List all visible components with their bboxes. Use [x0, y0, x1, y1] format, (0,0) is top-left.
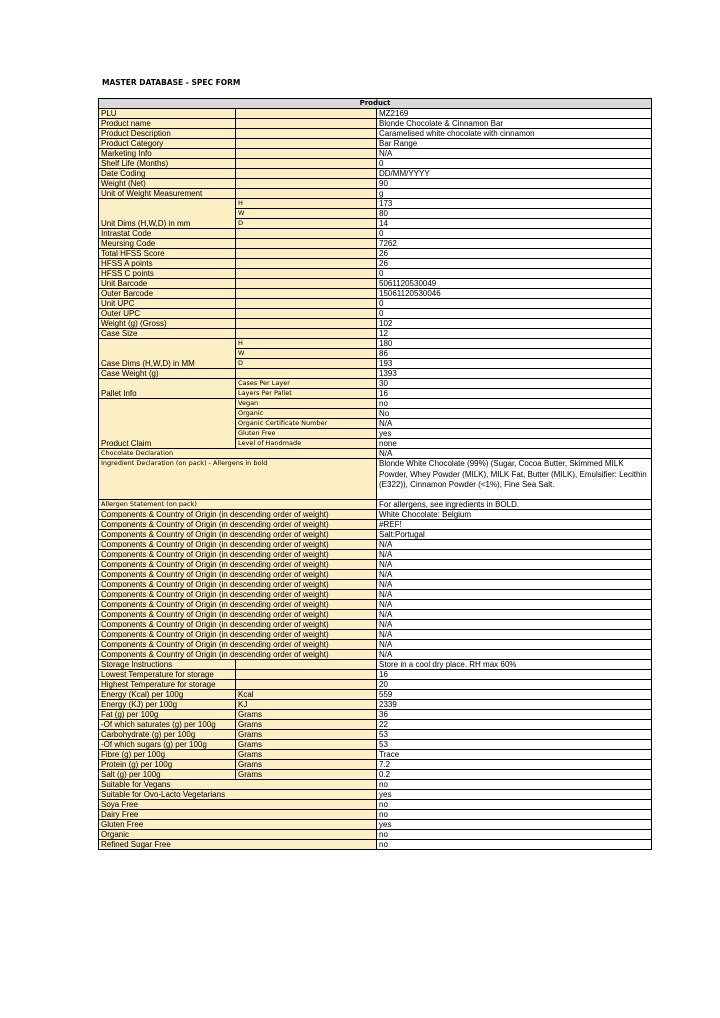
field-label: Unit of Weight Measurement	[99, 189, 236, 199]
field-value: yes	[377, 820, 652, 830]
field-label: Protein (g) per 100g	[99, 760, 236, 770]
field-value: 0	[377, 229, 652, 239]
field-unit	[236, 259, 377, 269]
table-row	[99, 740, 652, 750]
field-unit	[236, 249, 377, 259]
field-sublabel: D	[236, 219, 377, 229]
component-value: N/A	[377, 620, 652, 630]
field-label: Product Category	[99, 139, 236, 149]
table-row	[99, 189, 652, 199]
table-row	[99, 289, 652, 299]
field-value: 36	[377, 710, 652, 720]
field-unit	[236, 169, 377, 179]
table-row	[99, 449, 652, 459]
component-label: Components & Country of Origin (in descending order of weight)	[99, 590, 377, 600]
ingredient-row	[99, 459, 652, 500]
field-value: N/A	[377, 419, 652, 429]
field-unit	[236, 139, 377, 149]
field-label: Intrastat Code	[99, 229, 236, 239]
field-value: 26	[377, 259, 652, 269]
field-value: 173	[377, 199, 652, 209]
component-row	[99, 530, 652, 540]
field-value: 30	[377, 379, 652, 389]
field-label: Marketing Info	[99, 149, 236, 159]
table-row	[99, 239, 652, 249]
group-label: Pallet Info	[99, 379, 236, 399]
field-label: -Of which saturates (g) per 100g	[99, 720, 236, 730]
field-unit	[236, 680, 377, 690]
component-row	[99, 540, 652, 550]
component-row	[99, 590, 652, 600]
field-value: 14	[377, 219, 652, 229]
field-label: Shelf Life (Months)	[99, 159, 236, 169]
table-row	[99, 279, 652, 289]
field-value: 12	[377, 329, 652, 339]
component-label: Components & Country of Origin (in descending order of weight)	[99, 650, 377, 660]
table-row	[99, 840, 652, 850]
field-label: Case Size	[99, 329, 236, 339]
component-value: N/A	[377, 540, 652, 550]
table-row	[99, 309, 652, 319]
field-value: 0	[377, 269, 652, 279]
table-row	[99, 229, 652, 239]
field-value: 0.2	[377, 770, 652, 780]
field-unit	[236, 670, 377, 680]
field-value: 16	[377, 389, 652, 399]
table-row	[99, 800, 652, 810]
table-row	[99, 660, 652, 670]
field-unit: Grams	[236, 740, 377, 750]
component-label: Components & Country of Origin (in descending order of weight)	[99, 600, 377, 610]
table-row	[99, 199, 652, 209]
field-unit	[236, 129, 377, 139]
field-label: Suitable for Vegans	[99, 780, 377, 790]
table-row	[99, 770, 652, 780]
field-label: Organic	[99, 830, 377, 840]
field-value: no	[377, 800, 652, 810]
component-value: White Chocolate: Belgium	[377, 510, 652, 520]
field-value: Caramelised white chocolate with cinnamon	[377, 129, 652, 139]
field-unit	[236, 159, 377, 169]
field-unit	[236, 319, 377, 329]
field-unit	[236, 189, 377, 199]
table-row	[99, 259, 652, 269]
field-value: no	[377, 399, 652, 409]
field-sublabel: Level of Handmade	[236, 439, 377, 449]
component-value: N/A	[377, 640, 652, 650]
field-value: 559	[377, 690, 652, 700]
field-value: 20	[377, 680, 652, 690]
field-unit	[236, 279, 377, 289]
component-row	[99, 550, 652, 560]
component-label: Components & Country of Origin (in descending order of weight)	[99, 510, 377, 520]
component-value: N/A	[377, 580, 652, 590]
field-value: 7262	[377, 239, 652, 249]
group-label: Unit Dims (H,W,D) in mm	[99, 199, 236, 229]
table-row	[99, 249, 652, 259]
field-label: Fat (g) per 100g	[99, 710, 236, 720]
component-value: N/A	[377, 600, 652, 610]
field-value: 0	[377, 299, 652, 309]
field-label: Unit UPC	[99, 299, 236, 309]
table-row	[99, 179, 652, 189]
component-row	[99, 520, 652, 530]
field-value: no	[377, 840, 652, 850]
component-value: N/A	[377, 590, 652, 600]
field-label: Gluten Free	[99, 820, 377, 830]
field-value: no	[377, 810, 652, 820]
field-label: Unit Barcode	[99, 279, 236, 289]
field-value: No	[377, 409, 652, 419]
component-row	[99, 560, 652, 570]
spec-table	[98, 98, 652, 850]
component-label: Components & Country of Origin (in descending order of weight)	[99, 530, 377, 540]
field-value: 7.2	[377, 760, 652, 770]
document-title: MASTER DATABASE - SPEC FORM	[102, 78, 241, 87]
field-value: Bar Range	[377, 139, 652, 149]
component-label: Components & Country of Origin (in descending order of weight)	[99, 610, 377, 620]
field-unit: Grams	[236, 750, 377, 760]
component-value: N/A	[377, 560, 652, 570]
field-unit	[236, 299, 377, 309]
field-label: Total HFSS Score	[99, 249, 236, 259]
field-value: 1393	[377, 369, 652, 379]
field-unit: Grams	[236, 770, 377, 780]
field-unit	[236, 289, 377, 299]
field-value: no	[377, 780, 652, 790]
field-sublabel: Layers Per Pallet	[236, 389, 377, 399]
field-unit: Grams	[236, 760, 377, 770]
field-value: 193	[377, 359, 652, 369]
field-unit	[236, 239, 377, 249]
component-row	[99, 610, 652, 620]
field-label: Refined Sugar Free	[99, 840, 377, 850]
component-label: Components & Country of Origin (in descending order of weight)	[99, 620, 377, 630]
table-row	[99, 780, 652, 790]
table-row	[99, 790, 652, 800]
field-label: Outer Barcode	[99, 289, 236, 299]
field-label: Fibre (g) per 100g	[99, 750, 236, 760]
field-label: Energy (Kcal) per 100g	[99, 690, 236, 700]
component-label: Components & Country of Origin (in descending order of weight)	[99, 630, 377, 640]
field-label: Storage Instructions	[99, 660, 236, 670]
field-value: DD/MM/YYYY	[377, 169, 652, 179]
component-label: Components & Country of Origin (in descending order of weight)	[99, 560, 377, 570]
field-unit	[236, 660, 377, 670]
table-row	[99, 500, 652, 510]
field-value: N/A	[377, 449, 652, 459]
component-row	[99, 580, 652, 590]
component-label: Components & Country of Origin (in descending order of weight)	[99, 540, 377, 550]
table-row	[99, 810, 652, 820]
field-unit	[236, 119, 377, 129]
field-unit: Grams	[236, 710, 377, 720]
field-value: Store in a cool dry place. RH max 60%	[377, 660, 652, 670]
component-row	[99, 620, 652, 630]
field-unit	[236, 149, 377, 159]
component-value: Salt:Portugal	[377, 530, 652, 540]
component-value: N/A	[377, 650, 652, 660]
table-row	[99, 269, 652, 279]
field-value: 15061120530046	[377, 289, 652, 299]
table-row	[99, 119, 652, 129]
field-unit	[236, 309, 377, 319]
field-value: Trace	[377, 750, 652, 760]
table-row	[99, 820, 652, 830]
field-value: 86	[377, 349, 652, 359]
table-row	[99, 129, 652, 139]
table-row	[99, 299, 652, 309]
field-value: 90	[377, 179, 652, 189]
table-row	[99, 379, 652, 389]
field-value: no	[377, 830, 652, 840]
field-label: Case Weight (g)	[99, 369, 236, 379]
field-sublabel: Cases Per Layer	[236, 379, 377, 389]
field-sublabel: Gluten Free	[236, 429, 377, 439]
field-label: Lowest Temperature for storage	[99, 670, 236, 680]
field-label: Highest Temperature for storage	[99, 680, 236, 690]
field-sublabel: Vegan	[236, 399, 377, 409]
allergen-value: For allergens, see ingredients in BOLD.	[377, 500, 652, 510]
field-value: 180	[377, 339, 652, 349]
component-value: N/A	[377, 550, 652, 560]
component-value: #REF!	[377, 520, 652, 530]
field-label: HFSS C points	[99, 269, 236, 279]
field-value: g	[377, 189, 652, 199]
field-value: MZ2169	[377, 109, 652, 119]
table-row	[99, 139, 652, 149]
allergen-label: Allergen Statement (on pack)	[99, 500, 377, 510]
table-row	[99, 760, 652, 770]
table-row	[99, 680, 652, 690]
field-label: Soya Free	[99, 800, 377, 810]
field-unit: KJ	[236, 700, 377, 710]
field-label: Energy (KJ) per 100g	[99, 700, 236, 710]
table-row	[99, 149, 652, 159]
field-value: 22	[377, 720, 652, 730]
table-row	[99, 730, 652, 740]
table-row	[99, 109, 652, 119]
component-row	[99, 510, 652, 520]
table-row	[99, 339, 652, 349]
field-unit	[236, 269, 377, 279]
field-value: Blonde Chocolate & Cinnamon Bar	[377, 119, 652, 129]
field-unit: Grams	[236, 730, 377, 740]
field-label: HFSS A points	[99, 259, 236, 269]
field-label: Product Description	[99, 129, 236, 139]
table-row	[99, 670, 652, 680]
field-label: Carbohydrate (g) per 100g	[99, 730, 236, 740]
field-label: Meursing Code	[99, 239, 236, 249]
field-value: 26	[377, 249, 652, 259]
component-row	[99, 570, 652, 580]
table-row	[99, 700, 652, 710]
field-sublabel: Organic Certificate Number	[236, 419, 377, 429]
field-label: PLU	[99, 109, 236, 119]
field-value: none	[377, 439, 652, 449]
component-label: Components & Country of Origin (in descending order of weight)	[99, 550, 377, 560]
field-label: -Of which sugars (g) per 100g	[99, 740, 236, 750]
table-header: Product	[99, 99, 652, 109]
ingredient-value: Blonde White Chocolate (99%) (Sugar, Cocoa Butter, Skimmed MILK Powder, Whey Powder (MILK), MILK Fat, Butter (MILK), Emulsifier: Lecithin (E322)), Cinnamon Powder (<1%), Fine Sea Salt.	[377, 459, 652, 500]
table-row	[99, 159, 652, 169]
field-sublabel: W	[236, 209, 377, 219]
table-header-row	[99, 99, 652, 109]
table-row	[99, 369, 652, 379]
field-value: yes	[377, 429, 652, 439]
field-value: 0	[377, 309, 652, 319]
component-label: Components & Country of Origin (in descending order of weight)	[99, 580, 377, 590]
group-label: Case Dims (H,W,D) in MM	[99, 339, 236, 369]
component-label: Components & Country of Origin (in descending order of weight)	[99, 570, 377, 580]
field-unit	[236, 229, 377, 239]
field-label: Weight (g) (Gross)	[99, 319, 236, 329]
table-row	[99, 720, 652, 730]
field-value: yes	[377, 790, 652, 800]
field-sublabel: H	[236, 199, 377, 209]
table-row	[99, 169, 652, 179]
component-label: Components & Country of Origin (in descending order of weight)	[99, 520, 377, 530]
field-unit	[236, 109, 377, 119]
field-label: Date Coding	[99, 169, 236, 179]
group-label: Product Claim	[99, 399, 236, 449]
field-value: 53	[377, 730, 652, 740]
table-row	[99, 319, 652, 329]
table-row	[99, 399, 652, 409]
field-value: N/A	[377, 149, 652, 159]
ingredient-label: Ingredient Declaration (on pack) - Allergens in bold	[99, 459, 377, 500]
component-row	[99, 640, 652, 650]
component-row	[99, 650, 652, 660]
field-value: 2339	[377, 700, 652, 710]
field-unit: Kcal	[236, 690, 377, 700]
field-label: Product name	[99, 119, 236, 129]
field-sublabel: Organic	[236, 409, 377, 419]
component-label: Components & Country of Origin (in descending order of weight)	[99, 640, 377, 650]
field-unit	[236, 369, 377, 379]
field-label: Salt (g) per 100g	[99, 770, 236, 780]
table-row	[99, 690, 652, 700]
table-row	[99, 710, 652, 720]
field-unit: Grams	[236, 720, 377, 730]
field-label: Chocolate Declaration	[99, 449, 377, 459]
field-value: 5061120530049	[377, 279, 652, 289]
field-unit	[236, 329, 377, 339]
field-label: Weight (Net)	[99, 179, 236, 189]
table-row	[99, 750, 652, 760]
field-value: 53	[377, 740, 652, 750]
field-sublabel: D	[236, 359, 377, 369]
field-unit	[236, 179, 377, 189]
field-value: 0	[377, 159, 652, 169]
field-label: Suitable for Ovo-Lacto Vegetarians	[99, 790, 377, 800]
component-value: N/A	[377, 610, 652, 620]
field-value: 102	[377, 319, 652, 329]
field-label: Outer UPC	[99, 309, 236, 319]
component-row	[99, 600, 652, 610]
table-row	[99, 329, 652, 339]
component-row	[99, 630, 652, 640]
field-sublabel: H	[236, 339, 377, 349]
field-sublabel: W	[236, 349, 377, 359]
field-label: Dairy Free	[99, 810, 377, 820]
field-value: 16	[377, 670, 652, 680]
component-value: N/A	[377, 570, 652, 580]
field-value: 80	[377, 209, 652, 219]
table-row	[99, 830, 652, 840]
component-value: N/A	[377, 630, 652, 640]
